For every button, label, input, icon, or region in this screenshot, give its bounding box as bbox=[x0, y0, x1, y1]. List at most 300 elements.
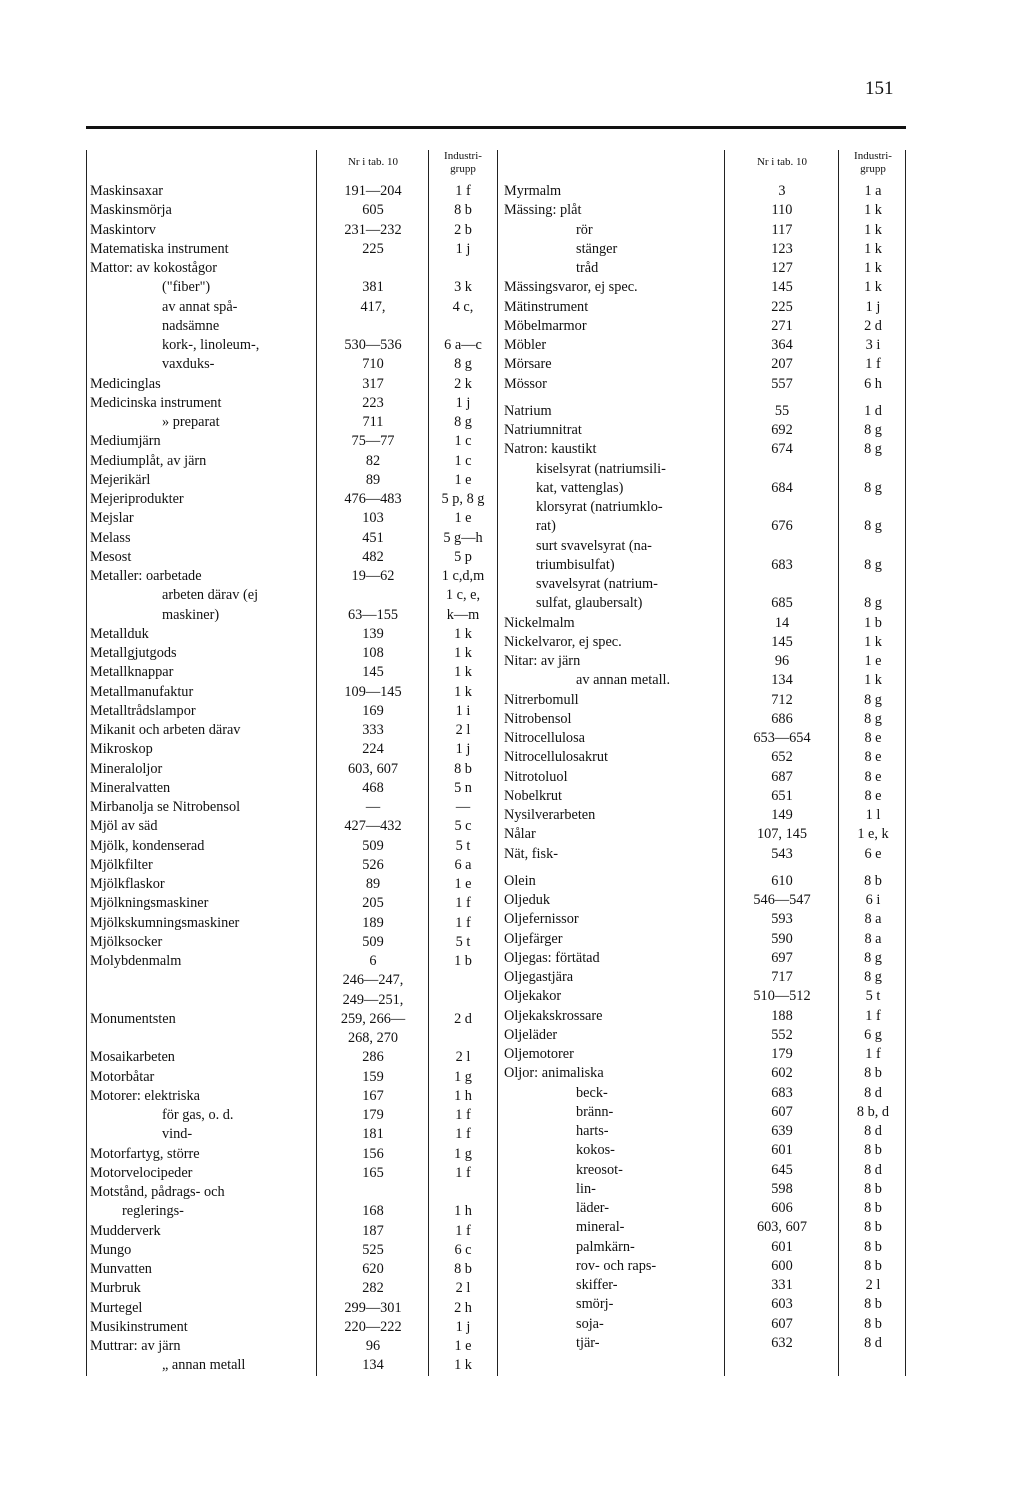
index-entry bbox=[86, 1048, 498, 1067]
entry-name: Maskinsmörja bbox=[90, 202, 172, 219]
entry-table-number: 602 bbox=[771, 1065, 793, 1082]
entry-name: rör bbox=[576, 221, 593, 238]
entry-name: Mjölkningsmaskiner bbox=[90, 895, 209, 912]
entry-industry-group: 1 k bbox=[864, 221, 882, 238]
entry-name: Nitrerbomull bbox=[504, 691, 579, 708]
entry-name: Nitar: av järn bbox=[504, 653, 581, 669]
entry-industry-group: 8 d bbox=[864, 1334, 882, 1351]
entry-name: kreosot- bbox=[576, 1161, 623, 1178]
index-entry bbox=[500, 1064, 906, 1083]
entry-industry-group: 8 b bbox=[454, 760, 472, 777]
entry-name: tjär- bbox=[576, 1334, 600, 1351]
entry-table-number: 509 bbox=[362, 933, 384, 950]
entry-table-number: 717 bbox=[771, 969, 793, 985]
entry-table-number: 82 bbox=[365, 452, 381, 469]
entry-industry-group: 8 b bbox=[864, 1180, 882, 1197]
index-entry bbox=[86, 201, 498, 220]
index-entry bbox=[86, 798, 498, 817]
column-header bbox=[500, 150, 906, 182]
index-entry bbox=[500, 1103, 906, 1122]
entry-industry-group: 1 f bbox=[455, 895, 471, 912]
index-entry bbox=[500, 1161, 906, 1180]
entry-industry-group: 8 b bbox=[864, 1238, 882, 1255]
entry-industry-group: 8 g bbox=[864, 969, 882, 985]
entry-industry-group: 5 t bbox=[455, 933, 471, 950]
entry-table-number: 676 bbox=[771, 518, 793, 535]
entry-name: Myrmalm bbox=[504, 183, 562, 199]
entry-table-number: 684 bbox=[771, 479, 793, 496]
entry-name: Oljekakskrossare bbox=[504, 1007, 603, 1024]
entry-name: nadsämne bbox=[162, 317, 220, 334]
entry-industry-group: 2 b bbox=[454, 221, 472, 238]
entry-name: Oljeduk bbox=[504, 892, 551, 908]
entry-industry-group: 1 k bbox=[454, 645, 472, 661]
index-entry bbox=[86, 432, 498, 451]
entry-name: Mössor bbox=[504, 375, 547, 392]
index-entry bbox=[86, 606, 498, 625]
entry-industry-group: 1 j bbox=[865, 298, 881, 315]
entry-industry-group: 8 e bbox=[864, 768, 882, 785]
entry-name: Natron: kaustikt bbox=[504, 441, 597, 458]
entry-name: Nitrocellulosa bbox=[504, 730, 585, 746]
entry-name: av annan metall. bbox=[576, 672, 671, 689]
entry-table-number: 149 bbox=[771, 807, 793, 823]
entry-industry-group: 6 a—c bbox=[444, 337, 482, 353]
entry-table-number: 552 bbox=[771, 1026, 793, 1043]
entry-industry-group: 1 g bbox=[454, 1068, 472, 1085]
entry-industry-group: 8 a bbox=[864, 911, 882, 928]
entry-name: Möbelmarmor bbox=[504, 317, 587, 334]
index-entry bbox=[86, 991, 498, 1010]
entry-industry-group: 1 f bbox=[865, 1046, 881, 1062]
entry-table-number: 225 bbox=[771, 298, 793, 315]
index-entry bbox=[500, 787, 906, 806]
entry-industry-group: 1 f bbox=[455, 183, 471, 199]
entry-industry-group: 1 f bbox=[455, 1222, 471, 1239]
entry-name: Mesost bbox=[90, 548, 132, 565]
entry-name: Nickelvaror, ej spec. bbox=[504, 633, 622, 650]
index-entry bbox=[86, 586, 498, 605]
entry-table-number: 89 bbox=[365, 471, 381, 488]
entry-table-number: 530—536 bbox=[344, 337, 402, 353]
entry-table-number: 14 bbox=[774, 614, 790, 631]
index-entry bbox=[86, 490, 498, 509]
entry-table-number: 686 bbox=[771, 710, 793, 727]
index-entry bbox=[86, 933, 498, 952]
entry-name: beck- bbox=[576, 1084, 608, 1101]
entry-industry-group: 1 c,d,m bbox=[441, 568, 485, 584]
entry-name: harts- bbox=[576, 1123, 609, 1139]
entry-industry-group: 1 k bbox=[454, 683, 472, 700]
index-entry bbox=[86, 1164, 498, 1183]
index-entry bbox=[500, 710, 906, 729]
entry-table-number: 107, 145 bbox=[756, 826, 808, 843]
entry-industry-group: 5 p, 8 g bbox=[441, 491, 485, 507]
entry-industry-group: 1 f bbox=[455, 1164, 471, 1181]
index-entry bbox=[86, 1029, 498, 1048]
entry-industry-group: 5 p bbox=[454, 548, 472, 565]
entry-table-number: 651 bbox=[771, 787, 793, 804]
entry-name: skiffer- bbox=[576, 1277, 618, 1293]
entry-name: av annat spå- bbox=[162, 298, 238, 315]
index-entry bbox=[500, 614, 906, 633]
entry-table-number: 123 bbox=[771, 240, 793, 257]
entry-industry-group: 8 b bbox=[864, 1200, 882, 1216]
entry-table-number: 603, 607 bbox=[347, 760, 399, 777]
entry-name: Muttrar: av järn bbox=[90, 1338, 181, 1354]
index-entry bbox=[86, 721, 498, 740]
entry-name: Musikinstrument bbox=[90, 1318, 188, 1335]
entry-name: Mineraloljor bbox=[90, 760, 163, 777]
entry-industry-group: 5 g—h bbox=[443, 529, 483, 546]
entry-name: Oljefärger bbox=[504, 930, 563, 947]
entry-name: klorsyrat (natriumklo- bbox=[536, 499, 663, 515]
index-entry bbox=[86, 683, 498, 702]
index-entry bbox=[86, 278, 498, 297]
entry-name: surt svavelsyrat (na- bbox=[536, 537, 652, 554]
entry-name: Metallduk bbox=[90, 625, 149, 642]
entry-industry-group: 5 t bbox=[455, 837, 471, 854]
index-entry bbox=[86, 567, 498, 586]
header-rule bbox=[86, 126, 906, 129]
entry-table-number: 134 bbox=[362, 1357, 384, 1374]
entry-name: Möbler bbox=[504, 337, 547, 353]
entry-table-number: 108 bbox=[362, 645, 384, 661]
index-entry bbox=[500, 402, 906, 421]
index-entry bbox=[500, 806, 906, 825]
index-entry bbox=[86, 702, 498, 721]
entry-industry-group: 1 e bbox=[454, 876, 472, 892]
index-entry bbox=[86, 471, 498, 490]
index-entry bbox=[500, 440, 906, 459]
index-entry bbox=[500, 652, 906, 671]
entry-industry-group: k—m bbox=[446, 606, 480, 623]
index-entry bbox=[86, 1222, 498, 1241]
entry-table-number: — bbox=[365, 799, 381, 815]
entry-name: Mjölk, kondenserad bbox=[90, 837, 205, 854]
index-entry bbox=[500, 825, 906, 844]
entry-industry-group: 8 d bbox=[864, 1084, 882, 1101]
entry-table-number: 417, bbox=[360, 298, 386, 315]
entry-industry-group: 2 h bbox=[454, 1299, 472, 1316]
entry-name: Murtegel bbox=[90, 1299, 143, 1316]
page-number: 151 bbox=[865, 78, 894, 99]
index-entry bbox=[86, 1183, 498, 1202]
entry-industry-group: 1 e, k bbox=[857, 826, 889, 843]
entry-industry-group: 1 f bbox=[865, 1007, 881, 1024]
entry-table-number: 205 bbox=[362, 895, 384, 912]
entry-industry-group: 8 b bbox=[864, 872, 882, 889]
entry-table-number: 683 bbox=[771, 556, 793, 573]
entry-name: Mjölkfilter bbox=[90, 856, 153, 873]
index-entry bbox=[500, 691, 906, 710]
entry-industry-group: 1 e bbox=[864, 653, 882, 669]
index-entry bbox=[500, 460, 906, 479]
entry-table-number: 224 bbox=[362, 741, 384, 758]
index-entry bbox=[86, 1260, 498, 1279]
entry-industry-group: 2 l bbox=[865, 1277, 881, 1293]
entry-table-number: 117 bbox=[771, 221, 793, 238]
entry-name: kat, vattenglas) bbox=[536, 479, 624, 496]
index-entry bbox=[500, 201, 906, 220]
column-header bbox=[86, 150, 498, 182]
entry-name: Oljeläder bbox=[504, 1026, 558, 1043]
entry-name: „ annan metall bbox=[162, 1357, 246, 1374]
entry-name: Nickelmalm bbox=[504, 614, 575, 631]
entry-industry-group: 8 g bbox=[864, 691, 882, 708]
entry-table-number: 697 bbox=[771, 949, 793, 966]
entry-industry-group: 8 d bbox=[864, 1161, 882, 1178]
entry-table-number: 600 bbox=[771, 1257, 793, 1274]
entry-industry-group: 8 b bbox=[864, 1142, 882, 1159]
entry-name: » preparat bbox=[162, 414, 220, 430]
entry-table-number: 259, 266— bbox=[340, 1010, 406, 1027]
entry-name: Nät, fisk- bbox=[504, 845, 558, 862]
entry-name: Mörsare bbox=[504, 356, 552, 373]
entry-name: ("fiber") bbox=[162, 279, 211, 296]
index-entry bbox=[86, 1068, 498, 1087]
index-entry bbox=[86, 971, 498, 990]
index-entry bbox=[86, 856, 498, 875]
entry-name: Mässing: plåt bbox=[504, 202, 582, 219]
index-entry bbox=[500, 317, 906, 336]
entry-table-number: 179 bbox=[362, 1107, 384, 1123]
entry-table-number: 139 bbox=[362, 625, 384, 642]
entry-table-number: 601 bbox=[771, 1142, 793, 1159]
entry-table-number: 63—155 bbox=[347, 606, 399, 623]
entry-name: Metalltrådslampor bbox=[90, 702, 196, 719]
entry-table-number: 712 bbox=[771, 691, 793, 708]
entry-table-number: 145 bbox=[362, 664, 384, 681]
entry-industry-group: 1 h bbox=[454, 1203, 472, 1220]
entry-table-number: 607 bbox=[771, 1103, 793, 1120]
header-nr: Nr i tab. 10 bbox=[756, 156, 808, 168]
entry-name: Oljefernissor bbox=[504, 911, 579, 928]
entry-name: Mejslar bbox=[90, 510, 134, 527]
entry-name: vind- bbox=[162, 1126, 193, 1143]
entry-table-number: 145 bbox=[771, 633, 793, 650]
index-entry bbox=[86, 1241, 498, 1260]
index-entry bbox=[86, 779, 498, 798]
entry-name: Mjölkflaskor bbox=[90, 876, 165, 892]
index-entry bbox=[86, 817, 498, 836]
index-entry bbox=[86, 355, 498, 374]
entry-industry-group: 5 t bbox=[865, 988, 881, 1005]
entry-name: Olein bbox=[504, 872, 536, 889]
index-entry bbox=[500, 421, 906, 440]
index-entry bbox=[500, 1315, 906, 1334]
index-entry bbox=[500, 968, 906, 987]
entry-industry-group: 8 g bbox=[864, 556, 882, 573]
entry-industry-group: 1 k bbox=[454, 1357, 472, 1374]
index-entry bbox=[86, 740, 498, 759]
entry-name: rat) bbox=[536, 518, 556, 535]
entry-name: palmkärn- bbox=[576, 1238, 635, 1255]
entry-table-number: 451 bbox=[362, 529, 384, 546]
entry-industry-group: 4 c, bbox=[452, 298, 474, 315]
index-entry bbox=[500, 910, 906, 929]
entry-table-number: 603, 607 bbox=[756, 1219, 808, 1236]
entry-industry-group: 1 f bbox=[455, 1126, 471, 1143]
entry-industry-group: 1 k bbox=[454, 625, 472, 642]
entry-industry-group: 8 a bbox=[864, 930, 882, 947]
index-entry bbox=[500, 1026, 906, 1045]
entry-table-number: 207 bbox=[771, 356, 793, 373]
entry-table-number: 156 bbox=[362, 1145, 384, 1162]
entry-industry-group: 2 d bbox=[864, 317, 882, 334]
entry-table-number: 526 bbox=[362, 856, 384, 873]
entry-industry-group: 2 l bbox=[455, 722, 471, 738]
entry-name: Mejeriprodukter bbox=[90, 491, 184, 507]
entry-name: Munvatten bbox=[90, 1261, 152, 1277]
entry-industry-group: 8 e bbox=[864, 730, 882, 746]
index-entry bbox=[86, 625, 498, 644]
entry-industry-group: 1 k bbox=[864, 260, 882, 276]
index-entry bbox=[86, 1010, 498, 1029]
entry-name: Motorer: elektriska bbox=[90, 1087, 200, 1104]
index-entry bbox=[500, 633, 906, 652]
index-entry bbox=[86, 914, 498, 933]
entry-industry-group: 1 k bbox=[864, 633, 882, 650]
entry-industry-group: 1 f bbox=[455, 914, 471, 931]
index-entry bbox=[500, 1257, 906, 1276]
entry-industry-group: — bbox=[455, 799, 471, 815]
entry-name: för gas, o. d. bbox=[162, 1107, 234, 1123]
entry-table-number: 653—654 bbox=[753, 730, 811, 746]
index-entry bbox=[500, 1238, 906, 1257]
entry-industry-group: 6 h bbox=[864, 375, 882, 392]
entry-name: Medicinska instrument bbox=[90, 394, 222, 411]
entry-table-number: 317 bbox=[362, 375, 384, 392]
index-entry bbox=[500, 298, 906, 317]
index-entry bbox=[86, 644, 498, 663]
entry-table-number: 231—232 bbox=[344, 221, 402, 238]
entry-name: vaxduks- bbox=[162, 356, 215, 373]
entry-industry-group: 8 b bbox=[864, 1315, 882, 1332]
entry-table-number: 427—432 bbox=[344, 818, 402, 835]
entry-name: bränn- bbox=[576, 1103, 614, 1120]
entry-industry-group: 1 d bbox=[864, 402, 882, 419]
entry-table-number: 510—512 bbox=[753, 988, 811, 1005]
index-entry bbox=[86, 394, 498, 413]
entry-table-number: 189 bbox=[362, 914, 384, 931]
entry-industry-group: 8 g bbox=[864, 422, 882, 438]
entry-industry-group: 1 a bbox=[864, 183, 882, 199]
index-entry bbox=[500, 336, 906, 355]
entry-name: Mejerikärl bbox=[90, 471, 151, 488]
entry-table-number: 525 bbox=[362, 1241, 384, 1258]
entry-table-number: 96 bbox=[365, 1338, 381, 1354]
entry-table-number: 89 bbox=[365, 876, 381, 892]
entry-table-number: 168 bbox=[362, 1203, 384, 1220]
entry-industry-group: 6 g bbox=[864, 1026, 882, 1043]
entry-name: soja- bbox=[576, 1315, 604, 1332]
entry-industry-group: 1 j bbox=[455, 394, 471, 411]
index-entry bbox=[500, 594, 906, 613]
index-entry bbox=[500, 498, 906, 517]
header-industry-group: Industri- grupp bbox=[854, 150, 892, 175]
index-entry bbox=[86, 529, 498, 548]
index-entry bbox=[86, 375, 498, 394]
index-entry bbox=[86, 1202, 498, 1221]
index-entry bbox=[500, 1084, 906, 1103]
entry-name: Mediumplåt, av järn bbox=[90, 452, 207, 469]
index-column-left bbox=[86, 150, 498, 1376]
entry-table-number: 6 bbox=[369, 953, 377, 969]
index-entry bbox=[86, 894, 498, 913]
entry-name: mineral- bbox=[576, 1219, 625, 1236]
index-entry bbox=[500, 1295, 906, 1314]
entry-name: Mjöl av säd bbox=[90, 818, 158, 835]
entry-industry-group: 1 e bbox=[454, 471, 472, 488]
index-entry bbox=[500, 1180, 906, 1199]
entry-name: Oljemotorer bbox=[504, 1046, 574, 1062]
index-entry bbox=[500, 240, 906, 259]
entry-name: Mediumjärn bbox=[90, 433, 161, 450]
entry-table-number: 159 bbox=[362, 1068, 384, 1085]
entry-table-number: 593 bbox=[771, 911, 793, 928]
entry-name: triumbisulfat) bbox=[536, 556, 615, 573]
entry-name: kiselsyrat (natriumsili- bbox=[536, 460, 666, 477]
index-entry bbox=[500, 355, 906, 374]
entry-industry-group: 1 k bbox=[454, 664, 472, 681]
entry-industry-group: 2 d bbox=[454, 1010, 472, 1027]
entry-name: Mjölkskumningsmaskiner bbox=[90, 914, 240, 931]
index-entry bbox=[86, 1318, 498, 1337]
entry-industry-group: 2 k bbox=[454, 375, 472, 392]
entry-table-number: 632 bbox=[771, 1334, 793, 1351]
entry-name: smörj- bbox=[576, 1296, 614, 1313]
entry-table-number: 590 bbox=[771, 930, 793, 947]
entry-name: Mungo bbox=[90, 1241, 132, 1258]
entry-table-number: 692 bbox=[771, 422, 793, 438]
index-entry bbox=[500, 845, 906, 864]
entry-industry-group: 1 g bbox=[454, 1145, 472, 1162]
entry-industry-group: 8 b bbox=[864, 1219, 882, 1236]
entry-table-number: 557 bbox=[771, 375, 793, 392]
entry-industry-group: 3 k bbox=[454, 279, 472, 296]
entry-table-number: 652 bbox=[771, 749, 793, 766]
entry-table-number: 181 bbox=[362, 1126, 384, 1143]
entry-industry-group: 8 d bbox=[864, 1123, 882, 1139]
entry-name: Medicinglas bbox=[90, 375, 161, 392]
index-entry bbox=[86, 760, 498, 779]
index-entry bbox=[500, 537, 906, 556]
index-entry bbox=[500, 891, 906, 910]
entry-industry-group: 8 g bbox=[454, 356, 472, 373]
entry-table-number: 75—77 bbox=[351, 433, 395, 450]
entry-industry-group: 8 b bbox=[864, 1065, 882, 1082]
entry-name: Mässingsvaror, ej spec. bbox=[504, 279, 638, 296]
entry-industry-group: 8 b bbox=[454, 1261, 472, 1277]
entry-industry-group: 8 b bbox=[864, 1257, 882, 1274]
entry-table-number: 271 bbox=[771, 317, 793, 334]
index-entry bbox=[86, 1087, 498, 1106]
index-entry bbox=[86, 298, 498, 317]
entry-table-number: 620 bbox=[362, 1261, 384, 1277]
entry-name: Mätinstrument bbox=[504, 298, 589, 315]
index-entry bbox=[500, 1199, 906, 1218]
entry-name: Metaller: oarbetade bbox=[90, 568, 202, 584]
index-entry bbox=[86, 1337, 498, 1356]
entry-name: Maskinsaxar bbox=[90, 183, 164, 199]
entry-table-number: 331 bbox=[771, 1277, 793, 1293]
index-entry bbox=[86, 240, 498, 259]
entry-industry-group: 1 b bbox=[454, 953, 472, 969]
index-entry bbox=[500, 1007, 906, 1026]
entry-table-number: 110 bbox=[771, 202, 793, 219]
entry-name: Metallgjutgods bbox=[90, 645, 177, 661]
